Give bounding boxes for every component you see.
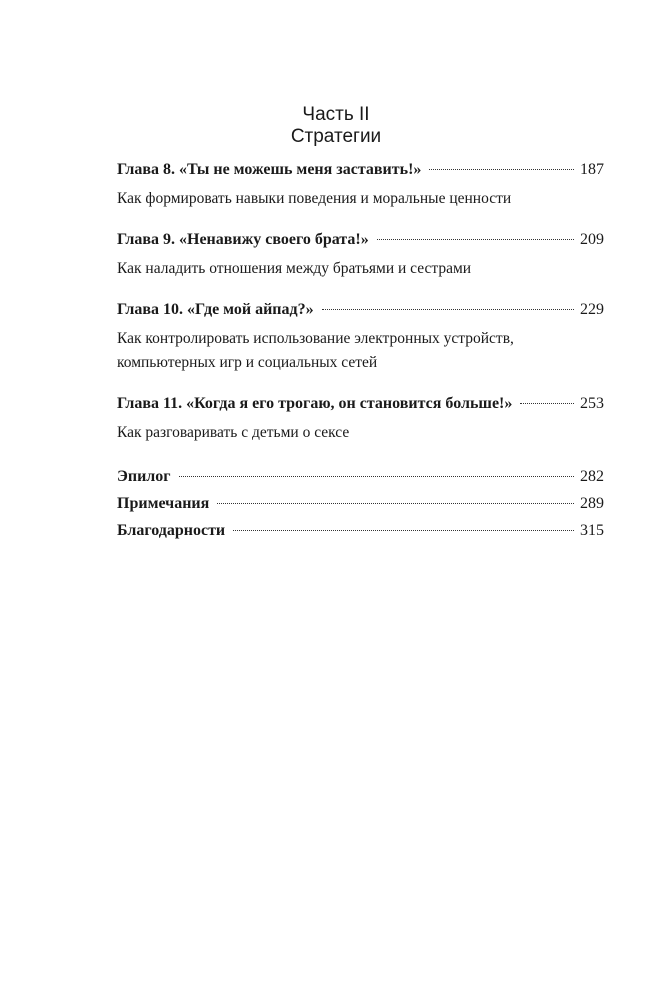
page-number: 282 (580, 468, 604, 485)
dot-leader (233, 530, 574, 531)
description-line: Как контролировать использование электронных устройств, (117, 330, 514, 347)
page-number: 209 (580, 231, 604, 248)
toc-chapter-9 (117, 229, 604, 281)
dot-leader (429, 169, 574, 170)
description-line: Как формировать навыки поведения и моральные ценности (117, 190, 512, 207)
chapter-title: Глава 11. «Когда я его трогаю, он становится больше!» (117, 395, 513, 412)
description-line: Как разговаривать с детьми о сексе (117, 424, 350, 441)
chapter-description (117, 187, 604, 211)
toc-entry-acknowledgements[interactable] (117, 517, 604, 544)
page-number: 289 (580, 495, 604, 512)
page-number: 187 (580, 161, 604, 178)
description-line: Как наладить отношения между братьями и сестрами (117, 260, 472, 277)
toc-entry[interactable] (117, 229, 604, 251)
page-number: 315 (580, 522, 604, 539)
chapter-description (117, 421, 604, 445)
chapter-title: Глава 9. «Ненавижу своего брата!» (117, 231, 369, 248)
dot-leader (520, 403, 574, 404)
toc-entry[interactable] (117, 393, 604, 415)
entry-title: Эпилог (117, 468, 171, 485)
part-heading (0, 104, 672, 148)
chapter-title: Глава 8. «Ты не можешь меня заставить!» (117, 161, 422, 178)
part-number: Часть II (302, 104, 370, 125)
dot-leader (217, 503, 574, 504)
toc-entry[interactable] (117, 299, 604, 321)
toc-entry[interactable] (117, 159, 604, 181)
chapter-description (117, 257, 604, 281)
dot-leader (179, 476, 574, 477)
toc-back-matter (117, 463, 604, 544)
toc-entry-notes[interactable] (117, 490, 604, 517)
dot-leader (322, 309, 574, 310)
entry-title: Благодарности (117, 522, 226, 539)
dot-leader (377, 239, 574, 240)
entry-title: Примечания (117, 495, 210, 512)
table-of-contents (117, 159, 604, 544)
toc-chapter-11 (117, 393, 604, 445)
part-title: Стратегии (290, 126, 382, 147)
toc-chapter-10 (117, 299, 604, 375)
page-number: 229 (580, 301, 604, 318)
chapter-title: Глава 10. «Где мой айпад?» (117, 301, 314, 318)
chapter-description (117, 327, 604, 375)
description-line: компьютерных игр и социальных сетей (117, 354, 378, 371)
toc-entry-epilogue[interactable] (117, 463, 604, 490)
page-number: 253 (580, 395, 604, 412)
toc-chapter-8 (117, 159, 604, 211)
